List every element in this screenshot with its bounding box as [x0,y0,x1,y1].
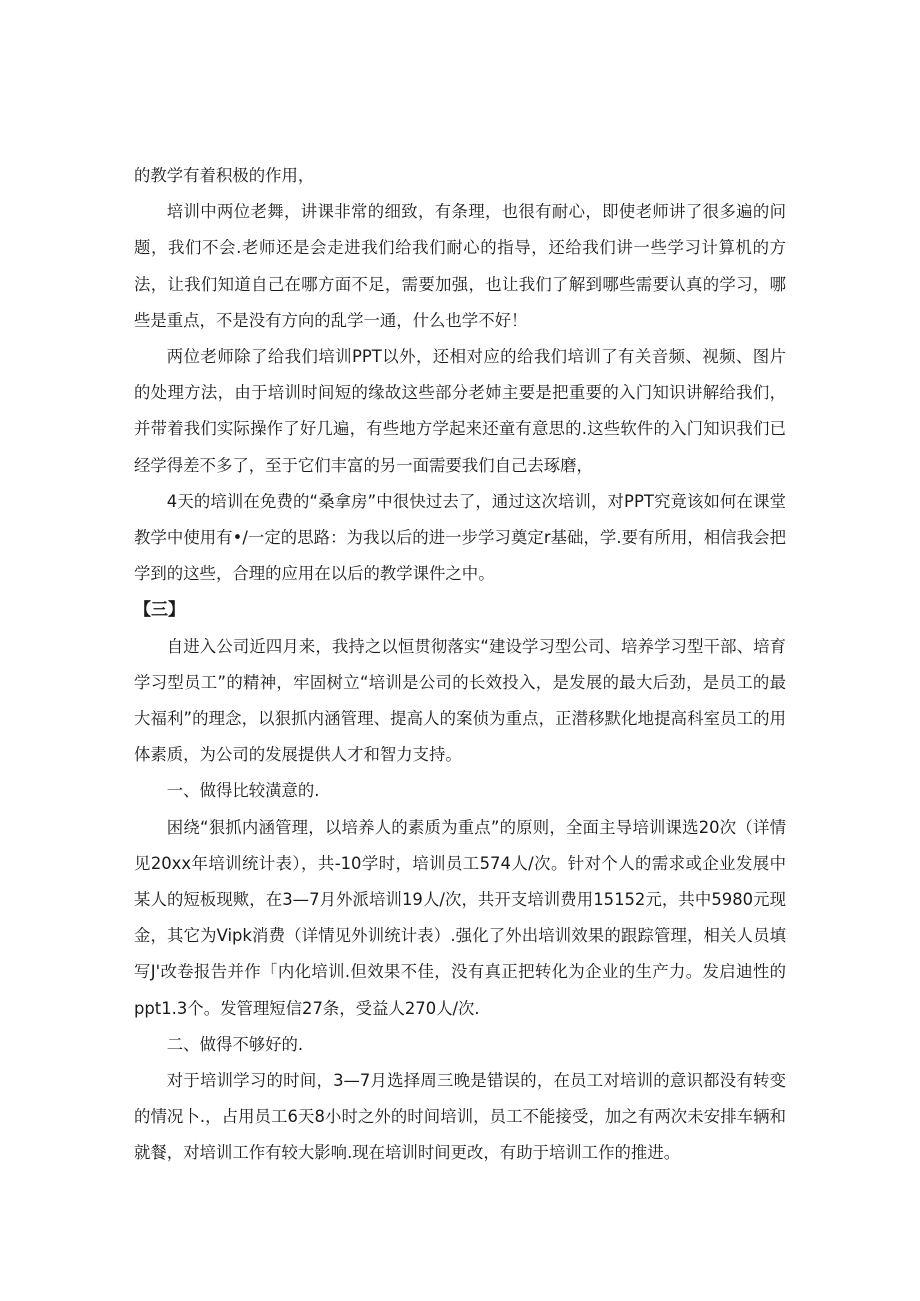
paragraph-teachers-patience: 培训中两位老舞，讲课非常的细致，有条理，也很有耐心，即使老师讲了很多遍的问题，我们不会.老师还是会走进我们给我们耐心的指导，还给我们讲一些学习计算机的方法，让我们知道自己在哪方面不足，需要加强，也让我们了解到哪些需要认真的学习，哪些是重点，不是没有方向的乱学一通，什么也学不好！ [134,202,786,330]
subheading-not-good: 二、做得不够好的. [166,1034,304,1054]
paragraph-training-summary: 4天的培训在免费的“桑拿房”中很快过去了，通过这次培训，对PPT究竟该如何在课堂教学中使用有•/一定的思路：为我以后的进一步学习奠定r基础，学.要有所用，相信我会把学到的这些，合理的应用在以后的教学课件之中。 [134,491,786,584]
paragraph-company-intro: 自进入公司近四月来，我持之以恒贯彻落实“建设学习型公司、培养学习型干部、培育学习型员工”的精神，牢固树立“培训是公司的长效投入，是发展的最大后劲，是员工的最大福利”的理念，以狠抓内涵管理、提高人的案侦为重点，正潜移默化地提高科室员工的用体素质，为公司的发展提供人才和智力支持。 [134,636,786,765]
subheading-satisfied: 一、做得比较潢意的. [166,781,320,801]
paragraph-continuation: 的教学有着积极的作用， [134,166,315,185]
paragraph-schedule-issue: 对于培训学习的时间，3—7月选择周三晚是错误的，在员工对培训的意识都没有转变的情况卜.，占用员工6天8小时之外的时间培训，员工不能接受，加之有两次未安排车辆和就餐，对培训工作有较大影响.现在培训时间更改，有助于培训工作的推进。 [134,1071,786,1163]
document-body [134,158,786,1172]
section-heading-three: 【三】 [134,600,185,621]
paragraph-media-training: 两位老师除了给我们培训PPT以外，还相对应的给我们培训了有关音频、视频、图片的处理方法，由于培训时间短的缘故这些部分老姉主要是把重要的入门知识讲解给我们，并带着我们实际操作了好几遍，有些地方学起来还童有意思的.这些软件的入门知识我们已经学得差不多了，至于它们丰富的另一面需要我们自己去琢磨， [134,347,786,475]
paragraph-training-stats: 困绕“狠抓内涵管理，以培养人的素质为重点”的原则，全面主导培训课选20次（详情见20xx年培训统计表），共-10学时，培训员工574人/次。针对个人的需求或企业发展中某人的短板现歟，在3—7月外派培训19人/次，共开支培训费用15152元，共中5980元现金，其它为Vipk消费（详情见外训统计表）.强化了外出培训效果的跟踪管理，相关人员填写J'改卷报告并作「内化培训.但效果不佳，没有真正把转化为企业的生产力。发启迪性的ppt1.3个。发管理短信27条，受益人270人/次. [134,817,786,1018]
